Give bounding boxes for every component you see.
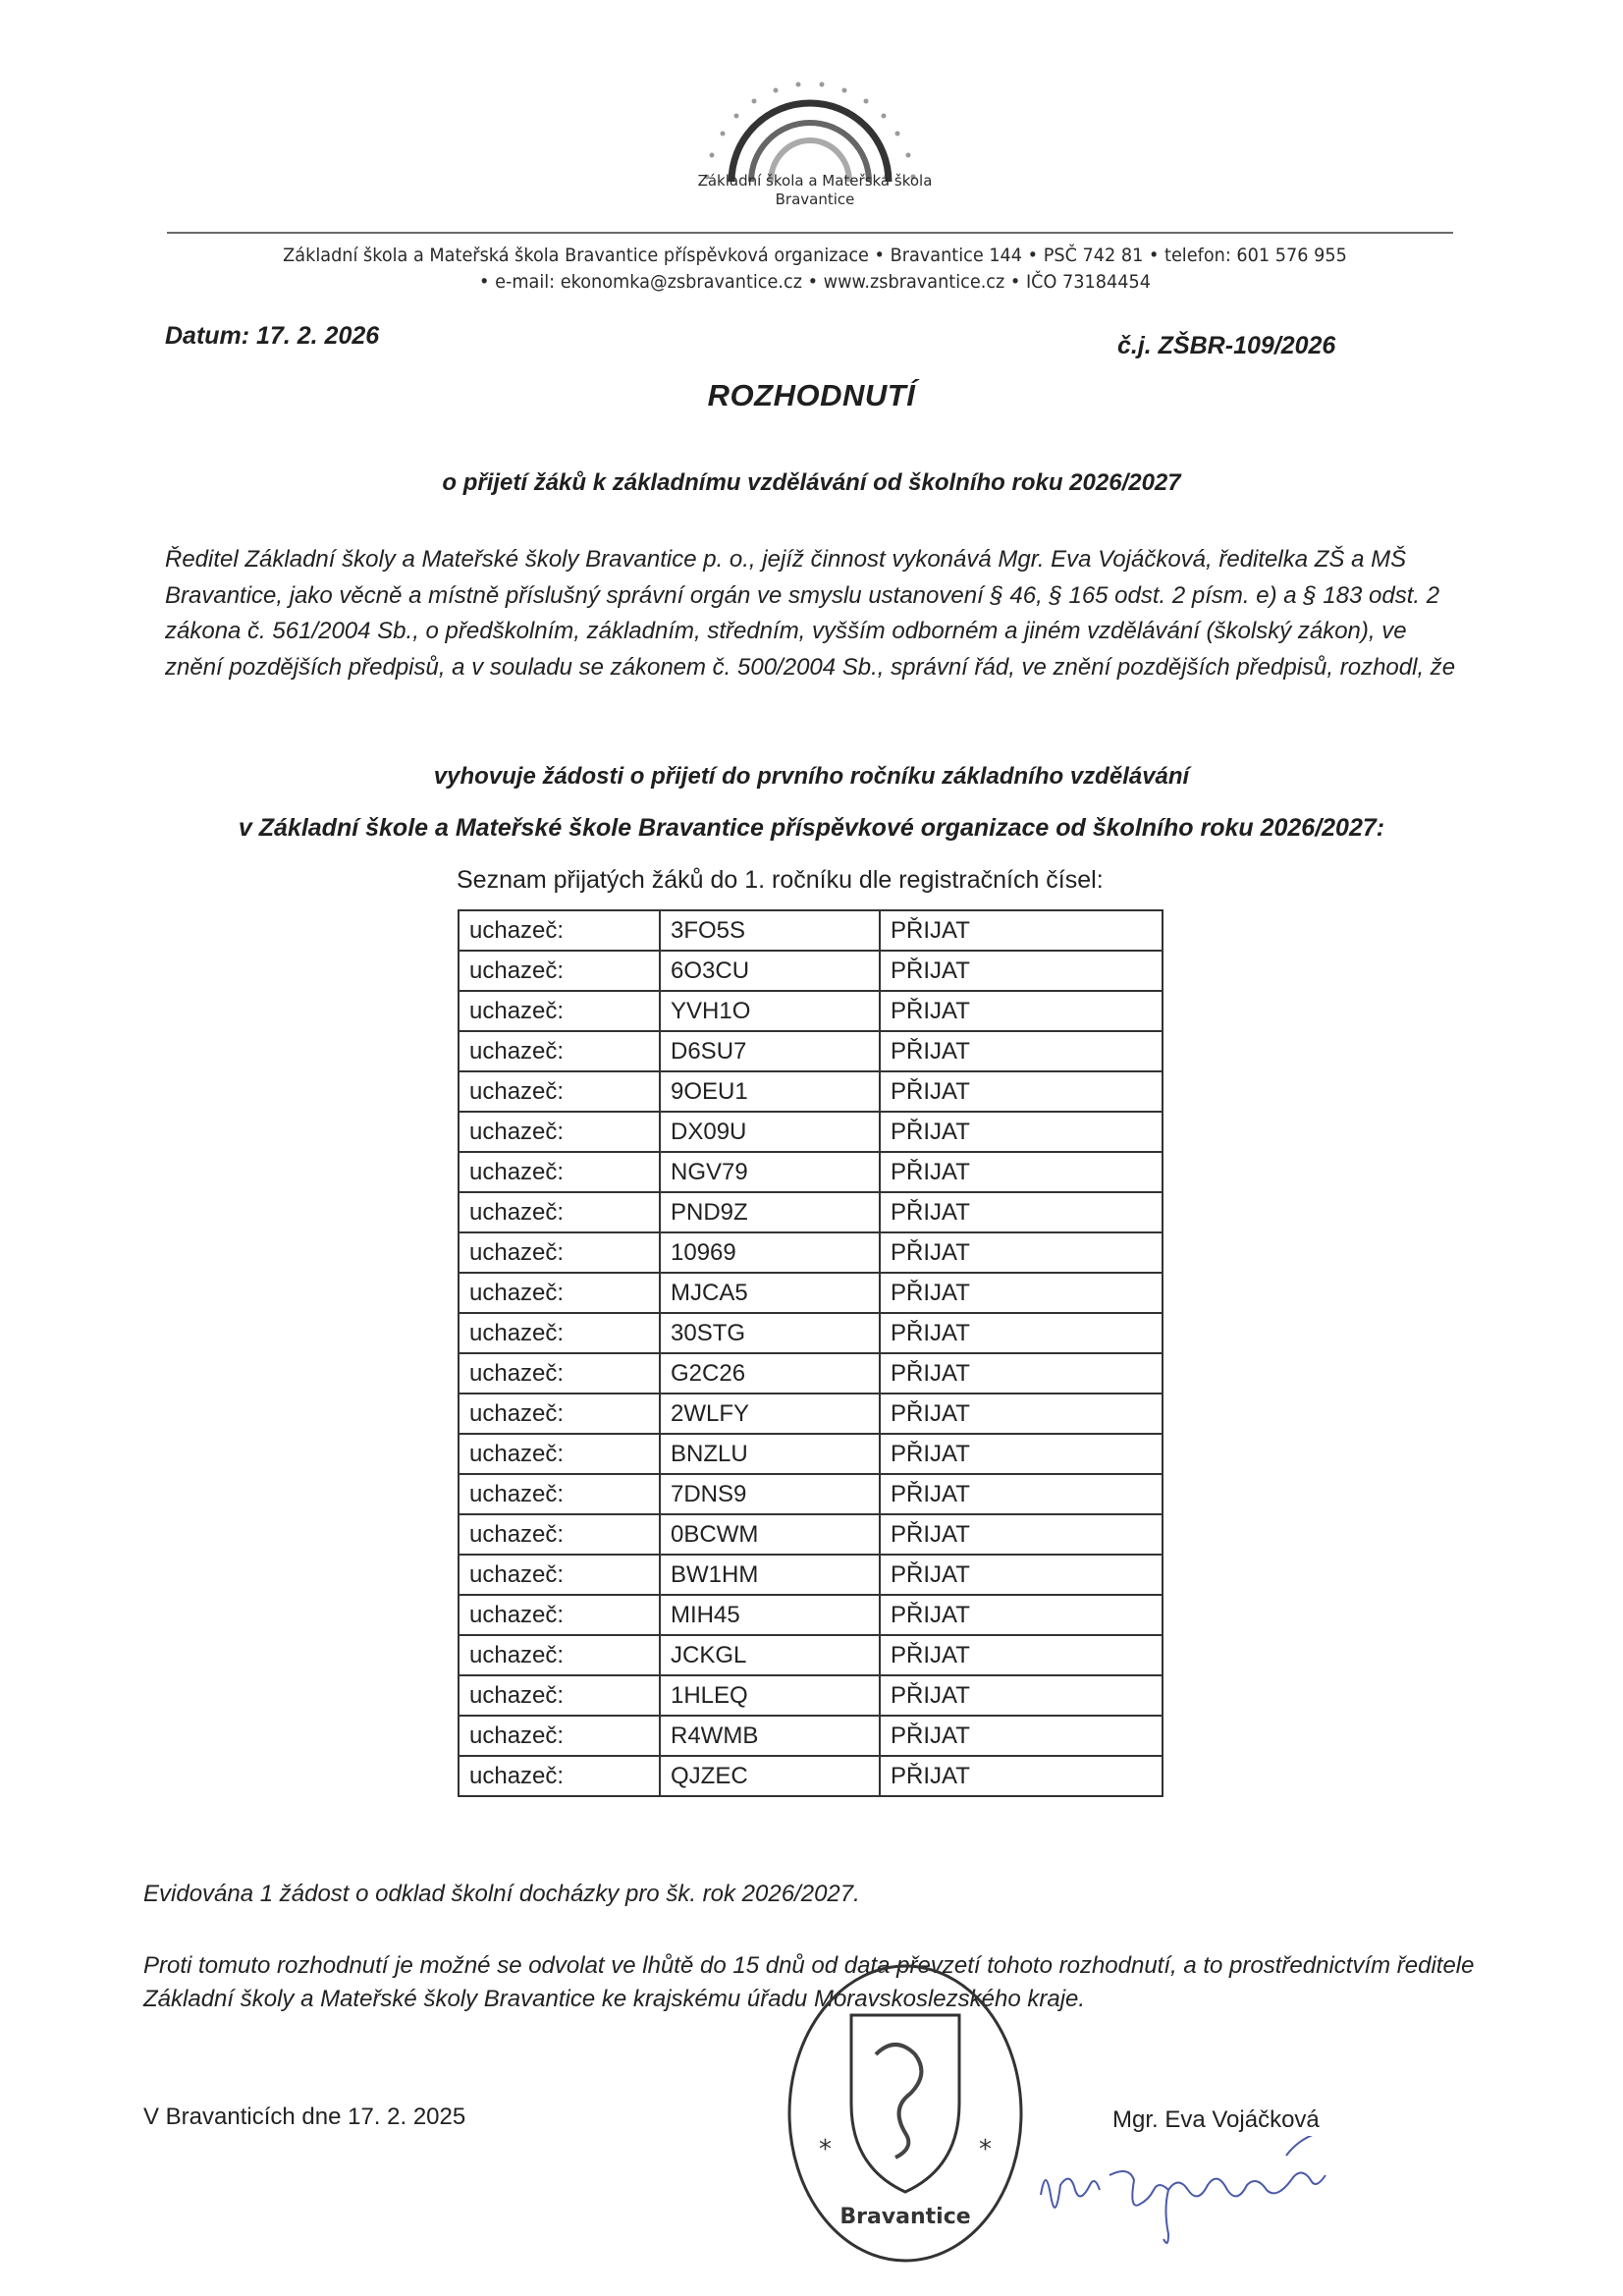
status-cell: PŘIJAT [880,1152,1163,1192]
table-row [459,1394,1163,1434]
registration-code: 0BCWM [660,1514,880,1555]
registration-code: QJZEC [660,1756,880,1796]
applicant-label: uchazeč: [459,1756,660,1796]
table-row [459,1756,1163,1796]
registration-code: MJCA5 [660,1273,880,1313]
table-row [459,1031,1163,1071]
status-cell: PŘIJAT [880,1474,1163,1514]
applicant-label: uchazeč: [459,1434,660,1474]
applicant-label: uchazeč: [459,1273,660,1313]
registration-code: 9OEU1 [660,1071,880,1112]
applicant-label: uchazeč: [459,1313,660,1353]
status-cell: PŘIJAT [880,1313,1163,1353]
logo-caption [589,172,1041,209]
table-row [459,1112,1163,1152]
deferral-note: Evidována 1 žádost o odklad školní docházky pro šk. rok 2026/2027. [143,1881,860,1907]
document-date: Datum: 17. 2. 2026 [165,322,380,350]
registration-code: YVH1O [660,991,880,1031]
logo-caption-line2: Bravantice [775,191,855,208]
logo-caption-line1: Základní škola a Mateřská škola [697,172,933,190]
address-block [203,243,1427,296]
status-cell: PŘIJAT [880,910,1163,951]
registration-code: 7DNS9 [660,1474,880,1514]
status-cell: PŘIJAT [880,1675,1163,1716]
applicant-label: uchazeč: [459,1635,660,1675]
status-cell: PŘIJAT [880,1232,1163,1273]
status-cell: PŘIJAT [880,1192,1163,1232]
status-cell: PŘIJAT [880,1595,1163,1635]
registration-code: 10969 [660,1232,880,1273]
decision-preamble: Ředitel Základní školy a Mateřské školy Bravantice p. o., jejíž činnost vykonává Mgr. Eva Vojáčková, ředitelka ZŠ a MŠ Bravantice, jako věcně a místně příslušný správní orgán ve smyslu ustanovení § 46, § 165 odst. 2 písm. e) a § 183 odst. 2 zákona č. 561/2004 Sb., o předškolním, základním, středním, vyšším odborném a jiném vzdělávání (školský zákon), ve znění pozdějších předpisů, a v souladu se zákonem č. 500/2004 Sb., správní řád, ve znění pozdějších předpisů, rozhodl, že [165,546,1456,681]
applicant-label: uchazeč: [459,1152,660,1192]
header-divider [167,232,1453,234]
registration-code: G2C26 [660,1353,880,1394]
applicant-label: uchazeč: [459,910,660,951]
admitted-students-table [458,909,1163,1797]
table-row [459,1716,1163,1756]
table-row [459,1434,1163,1474]
page-subtitle: o přijetí žáků k základnímu vzdělávání od školního roku 2026/2027 [442,469,1181,496]
address-line1: Základní škola a Mateřská škola Bravantice příspěvková organizace • Bravantice 144 • PSČ 742 81 • telefon: 601 576 955 [283,245,1347,266]
applicant-label: uchazeč: [459,951,660,991]
applicant-label: uchazeč: [459,1192,660,1232]
applicant-label: uchazeč: [459,1031,660,1071]
applicant-label: uchazeč: [459,1353,660,1394]
applicant-label: uchazeč: [459,1555,660,1595]
decision-line-2: v Základní škole a Mateřské škole Bravantice příspěvkové organizace od školního roku 2026/2027: [238,814,1385,842]
signer-name: Mgr. Eva Vojáčková [1112,2106,1320,2133]
address-line2: • e-mail: ekonomka@zsbravantice.cz • www.zsbravantice.cz • IČO 73184454 [479,271,1151,293]
registration-code: 30STG [660,1313,880,1353]
status-cell: PŘIJAT [880,1112,1163,1152]
table-row [459,1514,1163,1555]
table-row [459,1273,1163,1313]
status-cell: PŘIJAT [880,1635,1163,1675]
applicant-label: uchazeč: [459,1474,660,1514]
registration-code: D6SU7 [660,1031,880,1071]
place-and-date: V Bravanticích dne 17. 2. 2025 [143,2104,466,2130]
registration-code: BW1HM [660,1555,880,1595]
status-cell: PŘIJAT [880,1434,1163,1474]
registration-code: PND9Z [660,1192,880,1232]
registration-code: BNZLU [660,1434,880,1474]
svg-text:*: * [979,2135,992,2164]
stamp-center-text: Bravantice [839,2205,971,2229]
status-cell: PŘIJAT [880,1716,1163,1756]
registration-code: 2WLFY [660,1394,880,1434]
status-cell: PŘIJAT [880,1514,1163,1555]
official-stamp-icon [758,1956,1053,2270]
table-row [459,1232,1163,1273]
registration-code: 6O3CU [660,951,880,991]
status-cell: PŘIJAT [880,1353,1163,1394]
list-label: Seznam přijatých žáků do 1. ročníku dle registračních čísel: [457,866,1104,894]
applicant-label: uchazeč: [459,1514,660,1555]
status-cell: PŘIJAT [880,951,1163,991]
registration-code: MIH45 [660,1595,880,1635]
applicant-label: uchazeč: [459,991,660,1031]
status-cell: PŘIJAT [880,1031,1163,1071]
table-row [459,951,1163,991]
decision-line-1: vyhovuje žádosti o přijetí do prvního ročníku základního vzdělávání [433,763,1190,790]
registration-code: R4WMB [660,1716,880,1756]
table-row [459,1675,1163,1716]
status-cell: PŘIJAT [880,1273,1163,1313]
status-cell: PŘIJAT [880,991,1163,1031]
applicant-label: uchazeč: [459,1716,660,1756]
applicant-label: uchazeč: [459,1595,660,1635]
registration-code: 3FO5S [660,910,880,951]
applicant-label: uchazeč: [459,1675,660,1716]
table-row [459,1152,1163,1192]
table-row [459,910,1163,951]
status-cell: PŘIJAT [880,1071,1163,1112]
status-cell: PŘIJAT [880,1756,1163,1796]
table-row [459,1555,1163,1595]
table-row [459,1474,1163,1514]
applicant-label: uchazeč: [459,1394,660,1434]
page-title: ROZHODNUTÍ [707,378,916,412]
table-row [459,991,1163,1031]
handwritten-signature-icon [1031,2136,1404,2254]
table-row [459,1313,1163,1353]
table-row [459,1635,1163,1675]
appeal-notice: Proti tomuto rozhodnutí je možné se odvolat ve lhůtě do 15 dnů od data převzetí tohoto rozhodnutí, a to prostřednictvím ředitele Základní školy a Mateřské školy Bravantice ke krajskému úřadu Moravskoslezského kraje. [143,1952,1475,2012]
registration-code: DX09U [660,1112,880,1152]
table-row [459,1192,1163,1232]
applicant-label: uchazeč: [459,1071,660,1112]
registration-code: NGV79 [660,1152,880,1192]
applicant-label: uchazeč: [459,1232,660,1273]
table-row [459,1353,1163,1394]
table-row [459,1071,1163,1112]
status-cell: PŘIJAT [880,1555,1163,1595]
applicant-label: uchazeč: [459,1112,660,1152]
status-cell: PŘIJAT [880,1394,1163,1434]
svg-text:*: * [819,2135,832,2164]
reference-number: č.j. ZŠBR-109/2026 [1117,332,1336,359]
table-row [459,1595,1163,1635]
registration-code: JCKGL [660,1635,880,1675]
registration-code: 1HLEQ [660,1675,880,1716]
